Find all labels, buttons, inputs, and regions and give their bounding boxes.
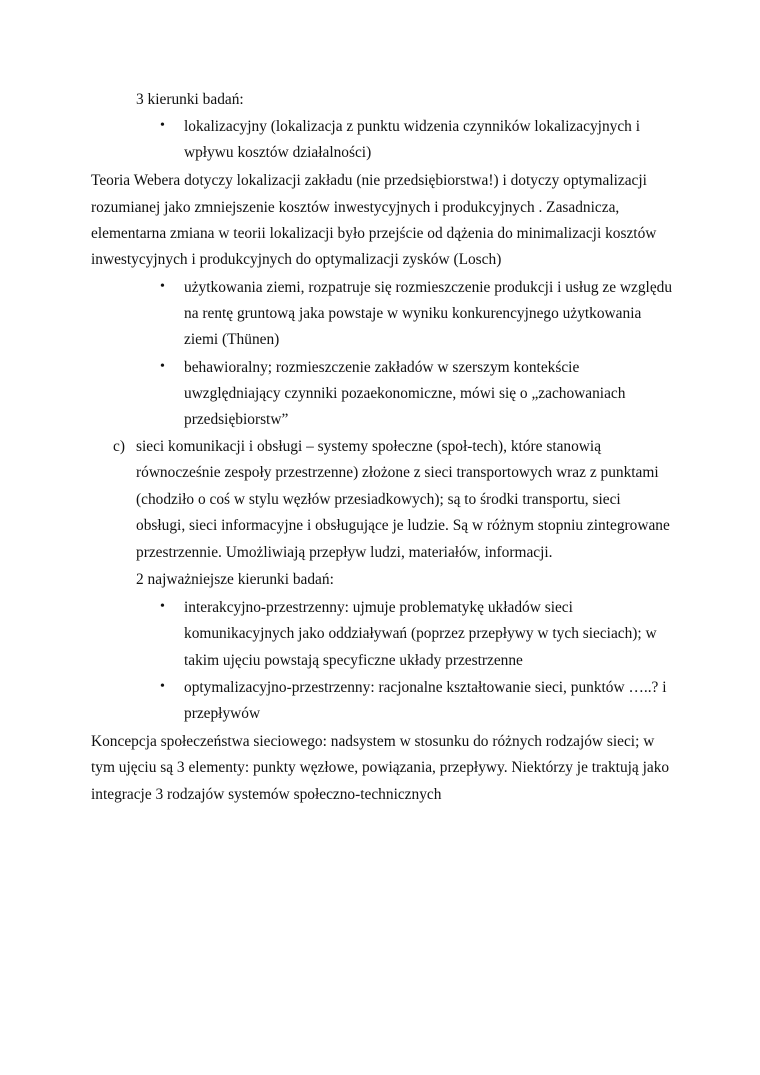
text-line: tym ujęciu są 3 elementy: punkty węzłowe, powiązania, przepływy. Niektórzy je traktują jako	[91, 759, 670, 776]
text-line: przepływów	[184, 705, 261, 722]
text-line: wpływu kosztów działalności)	[184, 144, 372, 161]
bullet-icon: •	[160, 279, 165, 294]
text-line: lokalizacyjny (lokalizacja z punktu widzenia czynników lokalizacyjnych i	[184, 118, 640, 135]
text-line: komunikacyjnych jako oddziaływań (poprzez przepływy w tych sieciach); w	[184, 625, 657, 642]
text-line: Teoria Webera dotyczy lokalizacji zakładu (nie przedsiębiorstwa!) i dotyczy optymalizacji	[91, 172, 647, 189]
text-line: obsługi, sieci informacyjne i obsługujące je ludzie. Są w różnym stopniu zintegrowane	[136, 517, 670, 534]
text-line: Koncepcja społeczeństwa sieciowego: nadsystem w stosunku do różnych rodzajów sieci; w	[91, 733, 655, 750]
bullet-icon: •	[160, 359, 165, 374]
text-line: 2 najważniejsze kierunki badań:	[136, 571, 334, 588]
text-line: takim ujęciu powstają specyficzne układy przestrzenne	[184, 652, 523, 669]
text-line: inwestycyjnych i produkcyjnych do optymalizacji zysków (Losch)	[91, 251, 502, 268]
text-line: ziemi (Thünen)	[184, 331, 280, 348]
text-line: uwzględniający czynniki pozaekonomiczne, mówi się o „zachowaniach	[184, 385, 626, 402]
text-line: 3 kierunki badań:	[136, 91, 244, 108]
text-line: sieci komunikacji i obsługi – systemy społeczne (społ-tech), które stanowią	[136, 438, 602, 455]
text-line: (chodziło o coś w stylu węzłów przesiadkowych); są to środki transportu, sieci	[136, 491, 621, 508]
text-line: interakcyjno-przestrzenny: ujmuje problematykę układów sieci	[184, 599, 573, 616]
text-line: przedsiębiorstw”	[184, 411, 289, 428]
text-line: optymalizacyjno-przestrzenny: racjonalne kształtowanie sieci, punktów …..? i	[184, 679, 667, 696]
text-line: rozumianej jako zmniejszenie kosztów inwestycyjnych i produkcyjnych . Zasadnicza,	[91, 199, 620, 216]
list-marker: c)	[113, 438, 125, 455]
bullet-icon: •	[160, 118, 165, 133]
text-line: przestrzennie. Umożliwiają przepływ ludzi, materiałów, informacji.	[136, 544, 553, 561]
bullet-icon: •	[160, 599, 165, 614]
text-line: behawioralny; rozmieszczenie zakładów w szerszym kontekście	[184, 359, 580, 376]
text-line: równocześnie zespoły przestrzenne) złożone z sieci transportowych wraz z punktami	[136, 464, 659, 481]
text-line: elementarna zmiana w teorii lokalizacji było przejście od dążenia do minimalizacji kosztów	[91, 225, 657, 242]
text-line: integracje 3 rodzajów systemów społeczno-technicznych	[91, 786, 442, 803]
bullet-icon: •	[160, 679, 165, 694]
text-line: użytkowania ziemi, rozpatruje się rozmieszczenie produkcji i usług ze względu	[184, 279, 673, 296]
text-line: na rentę gruntową jaka powstaje w wyniku konkurencyjnego użytkowania	[184, 305, 642, 322]
